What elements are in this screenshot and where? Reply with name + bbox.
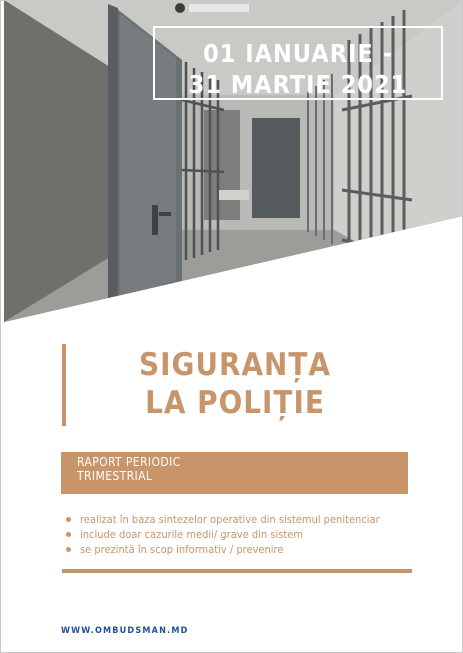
website-link[interactable]: WWW.OMBUDSMAN.MD [61,626,189,636]
list-item-text: se prezintă în scop informativ / prevenire [80,543,284,556]
report-period-start: 01 IANUARIE - [203,39,393,68]
report-notes-list [66,512,380,557]
report-period-end: 31 MARTIE 2021 [188,70,408,99]
bullet-icon [66,532,71,537]
report-type-line1: RAPORT PERIODIC [77,455,181,469]
bullet-icon [66,517,71,522]
report-title-line1: SIGURANȚA [138,347,331,383]
bullet-icon [66,547,71,552]
report-type-line2: TRIMESTRIAL [77,469,153,483]
report-period [155,38,441,100]
title-accent-bar [62,344,66,426]
report-title [100,346,370,422]
report-title-line2: LA POLIȚIE [145,385,325,421]
list-item [66,512,380,527]
list-item-text: include doar cazurile medii/ grave din sistem [80,528,304,541]
section-divider [62,569,412,573]
list-item [66,542,380,557]
list-item-text: realizat în baza sintezelor operative din sistemul penitenciar [80,513,380,526]
list-item [66,527,380,542]
report-type [77,455,181,483]
report-type-band [61,452,408,494]
report-period-box [153,26,443,100]
